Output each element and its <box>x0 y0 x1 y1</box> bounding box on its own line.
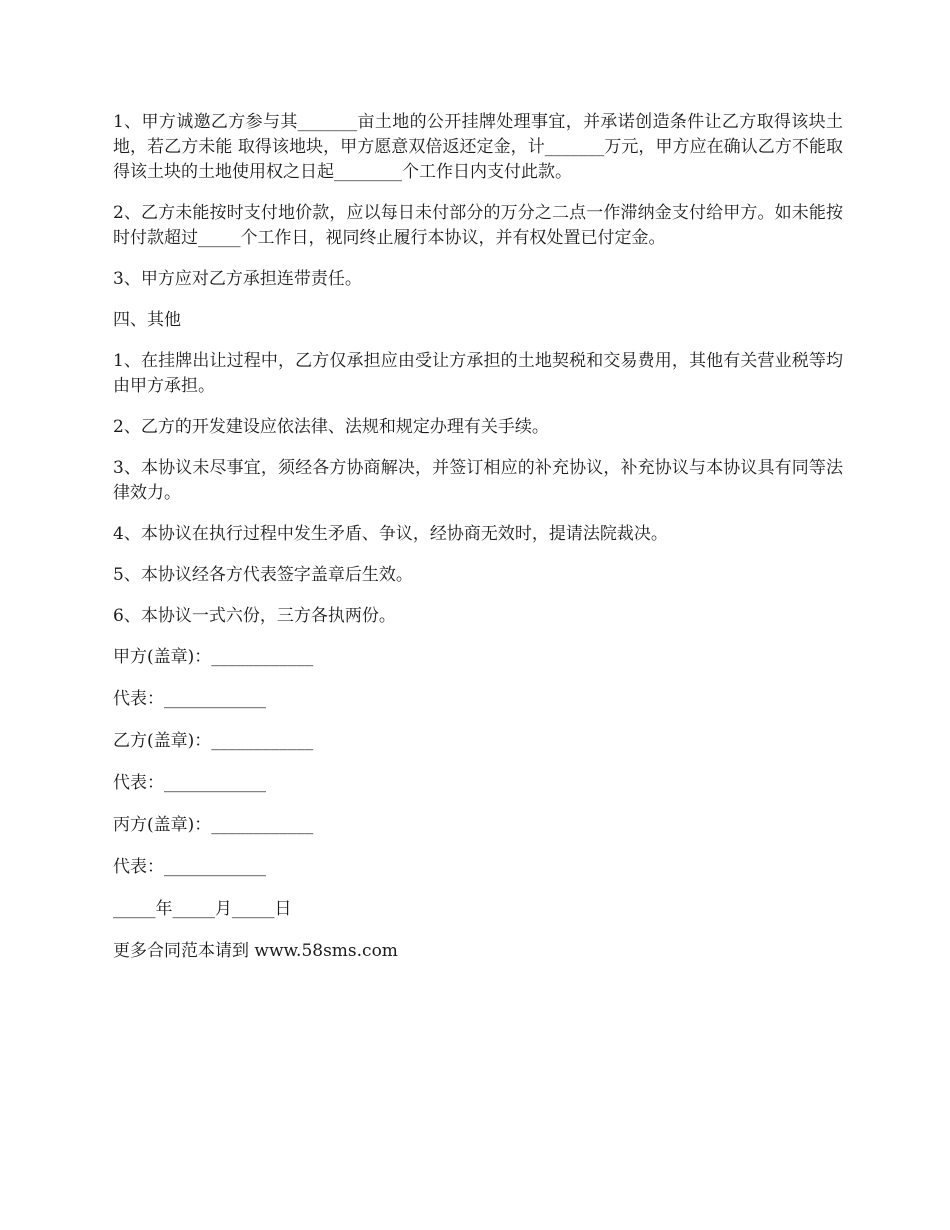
party-a-signature: 甲方(盖章)：____________ <box>113 647 314 667</box>
party-b-representative: 代表：____________ <box>113 773 266 793</box>
clause-4-1: 1、在挂牌出让过程中，乙方仅承担应由受让方承担的土地契税和交易费用，其他有关营业税等均由甲方承担。 <box>113 351 843 396</box>
party-c-signature: 丙方(盖章)：____________ <box>113 815 314 835</box>
clause-4-3: 3、本协议未尽事宜，须经各方协商解决，并签订相应的补充协议，补充协议与本协议具有同等法律效力。 <box>113 458 843 503</box>
clause-3-3: 3、甲方应对乙方承担连带责任。 <box>113 269 362 289</box>
document-page <box>113 110 843 981</box>
signing-date: _____年_____月_____日 <box>113 899 292 919</box>
clause-4-6: 6、本协议一式六份，三方各执两份。 <box>113 606 396 626</box>
clause-4-2: 2、乙方的开发建设应依法律、法规和规定办理有关手续。 <box>113 417 549 437</box>
footer-link-text: 更多合同范本请到 www.58sms.com <box>113 941 398 961</box>
party-b-signature: 乙方(盖章)：____________ <box>113 731 314 751</box>
clause-4-4: 4、本协议在执行过程中发生矛盾、争议，经协商无效时，提请法院裁决。 <box>113 524 668 544</box>
section-heading-other: 四、其他 <box>113 310 181 330</box>
clause-4-5: 5、本协议经各方代表签字盖章后生效。 <box>113 565 413 585</box>
party-a-representative: 代表：____________ <box>113 689 266 709</box>
clause-3-1: 1、甲方诚邀乙方参与其_______亩土地的公开挂牌处理事宜，并承诺创造条件让乙方取得该块土地，若乙方未能 取得该地块，甲方愿意双倍返还定金，计_______万元，甲方应在确认乙方不能取得该土块的土地使用权之日起________个工作日内支付此款。 <box>113 112 843 182</box>
clause-3-2: 2、乙方未能按时支付地价款，应以每日未付部分的万分之二点一作滞纳金支付给甲方。如未能按时付款超过_____个工作日，视同终止履行本协议，并有权处置已付定金。 <box>113 203 843 248</box>
party-c-representative: 代表：____________ <box>113 857 266 877</box>
